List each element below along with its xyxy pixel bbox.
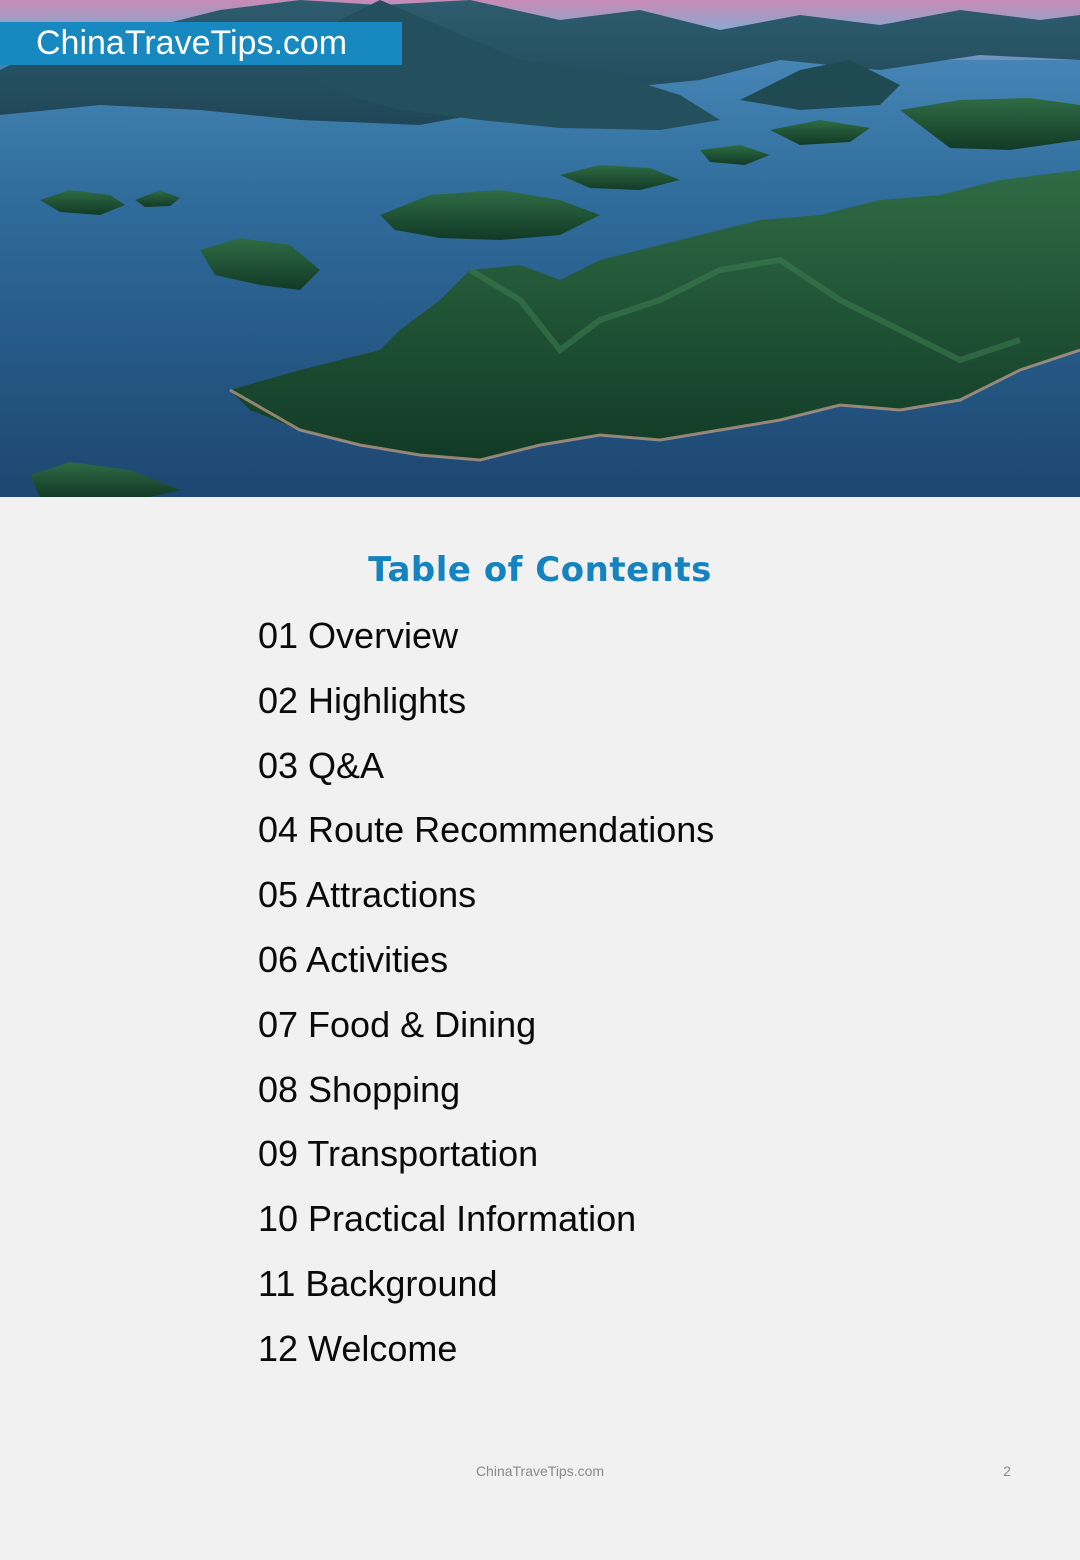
footer-page-number: 2 [1003,1463,1011,1479]
footer-site-name: ChinaTraveTips.com [475,1463,605,1479]
hero-photo [0,0,1080,497]
toc-item-shopping[interactable]: 08 Shopping [258,1068,461,1110]
lake-islands-photo-icon [0,0,1080,497]
toc-title: Table of Contents [368,550,712,590]
site-brand-banner: ChinaTraveTips.com [0,22,402,65]
toc-item-practical-information[interactable]: 10 Practical Information [258,1198,637,1240]
toc-item-welcome[interactable]: 12 Welcome [258,1327,458,1369]
toc-item-route-recommendations[interactable]: 04 Route Recommendations [258,809,715,851]
toc-item-highlights[interactable]: 02 Highlights [258,679,467,721]
toc-item-transportation[interactable]: 09 Transportation [258,1133,539,1175]
toc-list [258,612,714,1390]
toc-item-overview[interactable]: 01 Overview [258,615,459,656]
toc-item-activities[interactable]: 06 Activities [258,938,449,980]
toc-item-attractions[interactable]: 05 Attractions [258,874,477,916]
toc-item-qa[interactable]: 03 Q&A [258,744,385,786]
toc-item-food-dining[interactable]: 07 Food & Dining [258,1003,537,1045]
toc-item-background[interactable]: 11 Background [258,1262,498,1304]
